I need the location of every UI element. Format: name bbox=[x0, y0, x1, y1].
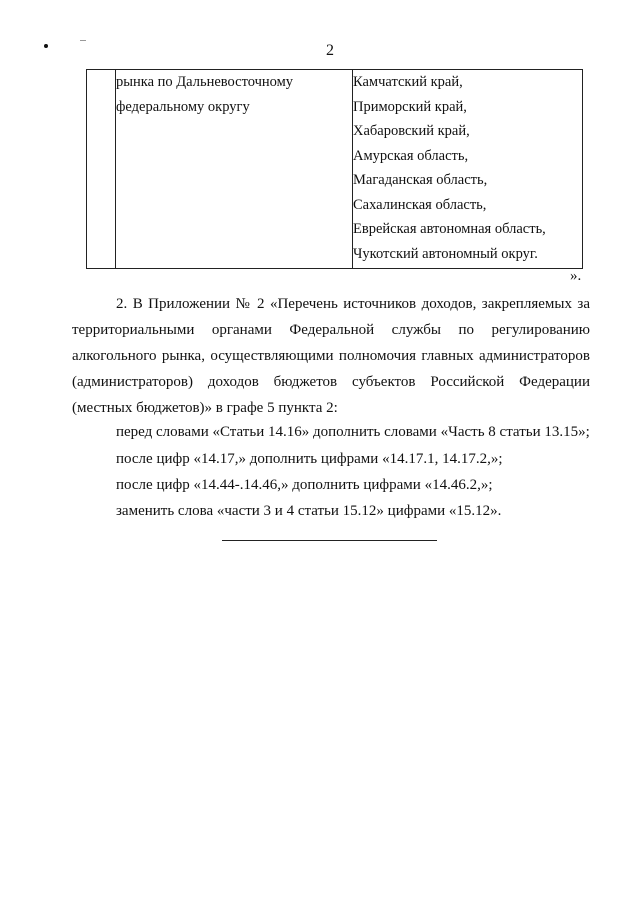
region-line: Сахалинская область, bbox=[353, 196, 487, 213]
table-cell-regions bbox=[353, 70, 583, 269]
region-line: Амурская область, bbox=[353, 147, 469, 164]
table-row bbox=[87, 70, 583, 269]
region-line: Камчатский край, bbox=[353, 74, 463, 90]
page-number: 2 bbox=[326, 42, 334, 59]
region-line: Хабаровский край, bbox=[353, 123, 470, 139]
amendment-line: после цифр «14.17,» дополнить цифрами «14.17.1, 14.17.2,»; bbox=[116, 451, 503, 467]
district-line: федеральному округу bbox=[116, 98, 250, 115]
region-line: Магаданская область, bbox=[353, 172, 488, 188]
amendment-line: после цифр «14.44-.14.46,» дополнить цифрами «14.46.2,»; bbox=[116, 477, 493, 493]
table-cell-empty bbox=[87, 70, 116, 269]
closing-quote: ». bbox=[570, 268, 582, 284]
regions-table bbox=[86, 69, 583, 269]
table-cell-district bbox=[116, 70, 353, 269]
scan-dash-mark bbox=[80, 40, 86, 41]
region-line: Чукотский автономный округ. bbox=[353, 245, 538, 262]
amendment-line: перед словами «Статьи 14.16» дополнить словами «Часть 8 статьи 13.15»; bbox=[116, 424, 590, 440]
district-line: рынка по Дальневосточному bbox=[116, 74, 294, 90]
region-line: Приморский край, bbox=[353, 98, 467, 115]
paragraph-item-2: 2. В Приложении № 2 «Перечень источников доходов, закрепляемых за территориальными органами Федеральной службы по регулированию алкогольного рынка, осуществляющими полномочия главных администраторов (администраторов) доходов бюджетов субъектов Российской Федерации (местных бюджетов)» в графе 5 пункта 2: bbox=[72, 296, 590, 416]
amendment-line: заменить слова «части 3 и 4 статьи 15.12» цифрами «15.12». bbox=[116, 503, 502, 519]
region-line: Еврейская автономная область, bbox=[353, 221, 546, 237]
closing-rule bbox=[222, 540, 437, 541]
